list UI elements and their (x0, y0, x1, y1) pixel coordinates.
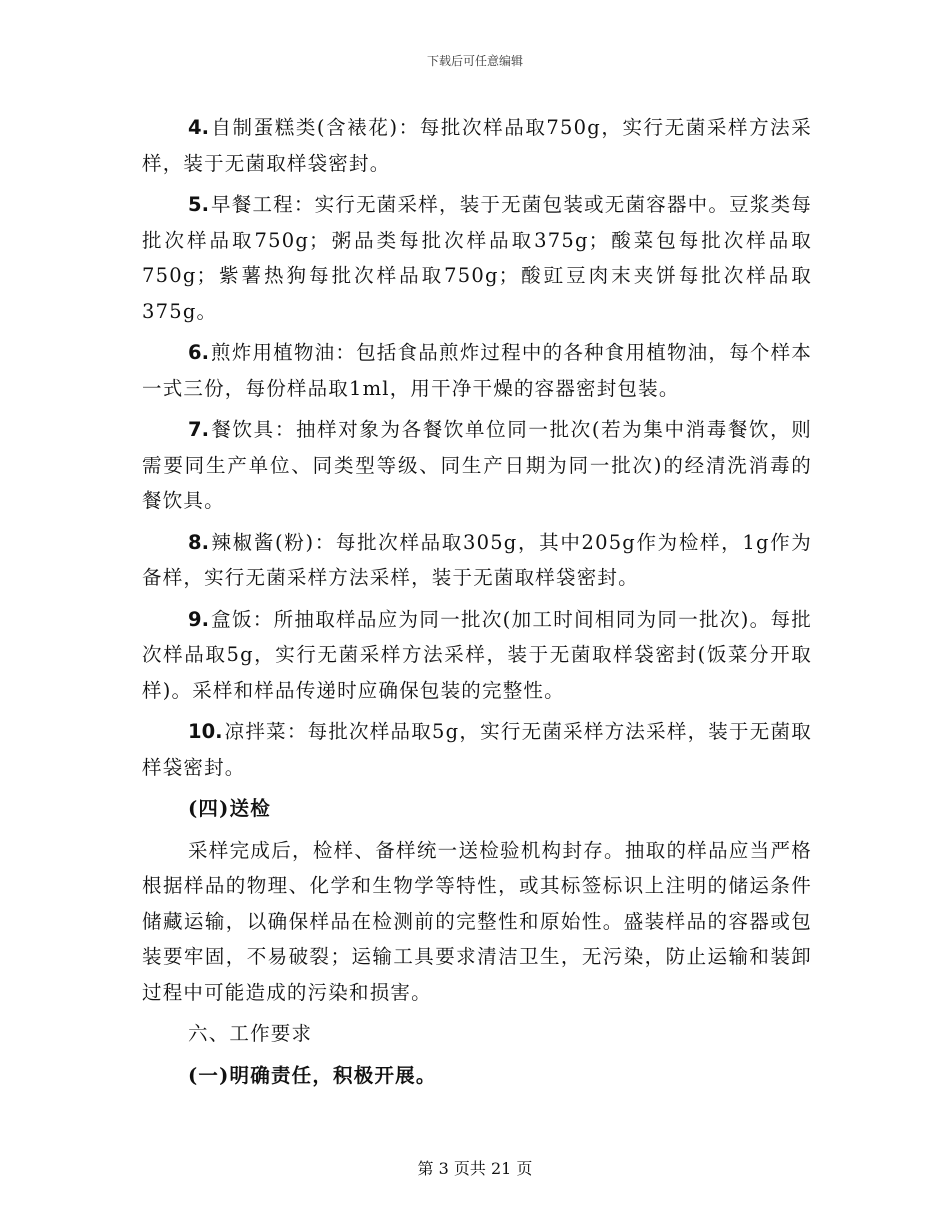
item-text: 早餐工程：实行无菌采样，装于无菌包装或无菌容器中。豆浆类每批次样品取750g；粥品类每批次样品取375g；酸菜包每批次样品取750g；紫薯热狗每批次样品取750g；酸豇豆肉末夹饼每批次样品取375g。 (142, 193, 812, 323)
item-text: 自制蛋糕类(含裱花)：每批次样品取750g，实行无菌采样方法采样，装于无菌取样袋密封。 (142, 116, 812, 175)
section-six-heading: 六、工作要求 (188, 1022, 313, 1045)
item-text: 餐饮具：抽样对象为各餐饮单位同一批次(若为集中消毒餐饮，则需要同生产单位、同类型等级、同生产日期为同一批次)的经清洗消毒的餐饮具。 (142, 418, 812, 512)
document-body (142, 110, 812, 1099)
item-number: 6. (188, 341, 209, 364)
section-six-subheading: (一)明确责任，积极开展。 (188, 1063, 437, 1087)
list-item-10 (142, 714, 812, 785)
item-number: 9. (188, 607, 209, 631)
list-item-4 (142, 110, 812, 181)
item-text: 辣椒酱(粉)：每批次样品取305g，其中205g作为检样，1g作为备样，实行无菌采样方法采样，装于无菌取样袋密封。 (142, 530, 812, 589)
section-four-body: 采样完成后，检样、备样统一送检验机构封存。抽取的样品应当严格根据样品的物理、化学和生物学等特性，或其标签标识上注明的储运条件储藏运输，以确保样品在检测前的完整性和原始性。盛装样品的容器或包装要牢固，不易破裂；运输工具要求清洁卫生，无污染，防止运输和装卸过程中可能造成的污染和损害。 (142, 838, 812, 1004)
list-item-9 (142, 602, 812, 709)
list-item-8 (142, 525, 812, 596)
list-item-6 (142, 335, 812, 406)
item-number: 7. (188, 418, 209, 441)
page-number: 第 3 页共 21 页 (417, 1159, 533, 1178)
item-number: 5. (188, 193, 209, 216)
item-text: 凉拌菜：每批次样品取5g，实行无菌采样方法采样，装于无菌取样袋密封。 (142, 720, 812, 779)
item-text: 煎炸用植物油：包括食品煎炸过程中的各种食用植物油，每个样本一式三份，每份样品取1ml，用干净干燥的容器密封包装。 (142, 341, 812, 400)
item-number: 8. (188, 530, 209, 554)
item-number: 4. (188, 116, 209, 139)
list-item-5 (142, 187, 812, 329)
list-item-7 (142, 412, 812, 519)
item-text: 盒饭：所抽取样品应为同一批次(加工时间相同为同一批次)。每批次样品取5g，实行无菌采样方法采样，装于无菌取样袋密封(饭菜分开取样)。采样和样品传递时应确保包装的完整性。 (142, 607, 812, 702)
page-header-note: 下载后可任意编辑 (426, 54, 523, 68)
section-four-heading: (四)送检 (188, 797, 271, 820)
item-number: 10. (188, 720, 223, 743)
